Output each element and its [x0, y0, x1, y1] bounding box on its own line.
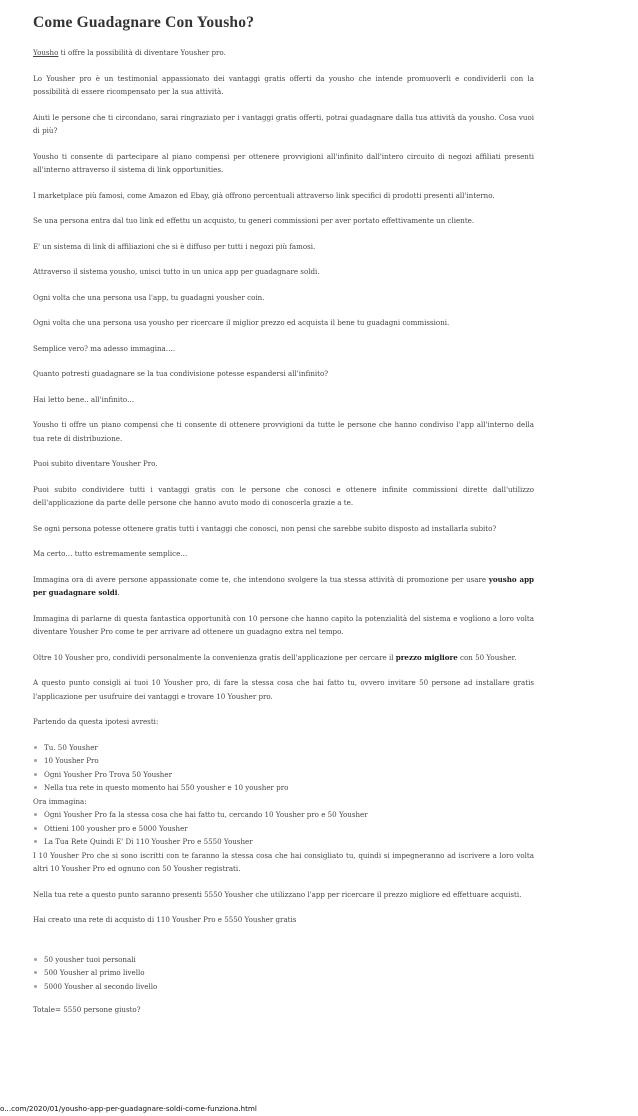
bullet-icon: [34, 786, 37, 789]
list-item: 5000 Yousher al secondo livello: [33, 980, 534, 994]
bullet-icon: [34, 746, 37, 749]
paragraph: Totale= 5550 persone giusto?: [33, 1005, 141, 1014]
bullet-icon: [34, 827, 37, 830]
list-item: 10 Yousher Pro: [33, 754, 534, 768]
list-item: Nella tua rete in questo momento hai 550 yousher e 10 yousher pro: [33, 781, 534, 795]
paragraph: Se una persona entra dal tuo link ed effettu un acquisto, tu generi commissioni per aver portato effettivamente un cliente.: [33, 216, 475, 225]
paragraph: Nella tua rete a questo punto saranno presenti 5550 Yousher che utilizzano l'app per ricercare il prezzo migliore ed effettuare acquisti.: [33, 889, 522, 899]
paragraph: Ogni volta che una persona usa l'app, tu guadagni yousher coin.: [33, 292, 265, 302]
list-item: Ogni Yousher Pro fa la stessa cosa che hai fatto tu, cercando 10 Yousher pro e 50 Yousher: [33, 808, 534, 822]
bullet-list-2: [33, 808, 534, 849]
paragraph: Lo Yousher pro è un testimonial appassionato dei vantaggi gratis offerti da yousho che intende promuoverli e condividerli con la possibilità di essere ricompensato per la sua attività.: [33, 73, 534, 96]
bullet-icon: [34, 971, 37, 974]
paragraph: Partendo da questa ipotesi avresti:: [33, 717, 159, 726]
paragraph: Se ogni persona potesse ottenere gratis tutti i vantaggi che conosci, non pensi che sarebbe subito disposto ad installarla subito?: [33, 523, 497, 533]
paragraph: Ora immagina:: [33, 796, 87, 806]
spacer: [33, 939, 534, 953]
paragraph: Puoi subito diventare Yousher Pro.: [33, 459, 158, 468]
list-item: Ogni Yousher Pro Trova 50 Yousher: [33, 768, 534, 782]
list-item: Tu. 50 Yousher: [33, 741, 534, 755]
paragraph: Quanto potresti guadagnare se la tua condivisione potesse espandersi all'infinito?: [33, 369, 329, 378]
bullet-icon: [34, 840, 37, 843]
article: [33, 14, 534, 1029]
paragraph: Semplice vero? ma adesso immagina….: [33, 343, 176, 353]
bold-keyword: yousho app per guadagnare soldi: [33, 574, 534, 597]
bullet-icon: [34, 759, 37, 762]
paragraph: Hai letto bene.. all'infinito…: [33, 394, 135, 404]
list-item: La Tua Rete Quindi E' Di 110 Yousher Pro e 5550 Yousher: [33, 835, 534, 849]
bullet-icon: [34, 813, 37, 816]
paragraph: Immagina di parlarne di questa fantastica opportunità con 10 persone che hanno capito la potenzialità del sistema e vogliono a loro volta diventare Yousher Pro come te per arrivare ad ottenere un guadagno extra nel tempo.: [33, 613, 534, 636]
paragraph: Yousho ti offre un piano compensi che ti consente di ottenere provvigioni da tutte le persone che hanno condiviso l'app all'interno della tua rete di distribuzione.: [33, 420, 534, 443]
paragraph: A questo punto consigli ai tuoi 10 Yousher pro, di fare la stessa cosa che hai fatto tu, ovvero invitare 50 persone ad installare gratis l'applicazione per usufruire dei vantaggi e trovare 10 Yousher pro.: [33, 678, 534, 701]
bold-keyword: prezzo migliore: [395, 652, 458, 662]
list-item: 50 yousher tuoi personali: [33, 953, 534, 967]
paragraph: I marketplace più famosi, come Amazon ed Ebay, già offrono percentuali attraverso link specifici di prodotti presenti all'interno.: [33, 190, 495, 200]
page-title: Come Guadagnare Con Yousho?: [33, 14, 255, 31]
page-url-footer: o...com/2020/01/yousho-app-per-guadagnare-soldi-come-funziona.html: [0, 1104, 257, 1113]
bullet-icon: [34, 958, 37, 961]
paragraph: E' un sistema di link di affiliazioni che si è diffuso per tutti i negozi più famosi.: [33, 241, 316, 251]
list-item: 500 Yousher al primo livello: [33, 966, 534, 980]
bullet-icon: [34, 985, 37, 988]
paragraph: Yousho ti consente di partecipare al piano compensi per ottenere provvigioni all'infinito dall'intero circuito di negozi affiliati presenti all'interno attraverso il sistema di link opportunities.: [33, 151, 534, 174]
intro-paragraph: [33, 46, 534, 60]
paragraph-app: Immagina ora di avere persone appassionate come te, che intendono svolgere la tua stessa attività di promozione per usare yousho app per guadagnare soldi.: [33, 574, 534, 597]
yousho-link[interactable]: Yousho: [33, 48, 59, 57]
paragraph: Ogni volta che una persona usa yousho per ricercare il miglior prezzo ed acquista il bene tu guadagni commissioni.: [33, 318, 450, 327]
bullet-list-3: [33, 953, 534, 994]
list-item: Ottieni 100 yousher pro e 5000 Yousher: [33, 822, 534, 836]
bullet-icon: [34, 773, 37, 776]
paragraph: Puoi subito condividere tutti i vantaggi gratis con le persone che conosci e ottenere infinite commissioni dirette dall'utilizzo dell'applicazione da parte delle persone che hanno avuto modo di conoscerla grazie a te.: [33, 484, 534, 507]
paragraph: Ma certo… tutto estremamente semplice…: [33, 549, 188, 558]
intro-text: ti offre la possibilità di diventare Yousher pro.: [58, 48, 226, 57]
paragraph: Hai creato una rete di acquisto di 110 Yousher Pro e 5550 Yousher gratis: [33, 915, 297, 924]
paragraph: Aiuti le persone che ti circondano, sarai ringraziato per i vantaggi gratis offerti, potrai guadagnare dalla tua attività da yousho. Cosa vuoi di più?: [33, 112, 534, 135]
bullet-list-1: [33, 741, 534, 795]
paragraph-price: Oltre 10 Yousher pro, condividi personalmente la convenienza gratis dell'applicazione per cercare il prezzo migliore con 50 Yousher.: [33, 652, 517, 662]
paragraph: Attraverso il sistema yousho, unisci tutto in un unica app per guadagnare soldi.: [33, 267, 320, 276]
paragraph: I 10 Yousher Pro che si sono iscritti con te faranno la stessa cosa che hai consigliato tu, quindi si impegneranno ad iscrivere a loro volta altri 10 Yousher Pro ed ognuno con 50 Yousher registrati.: [33, 850, 534, 873]
